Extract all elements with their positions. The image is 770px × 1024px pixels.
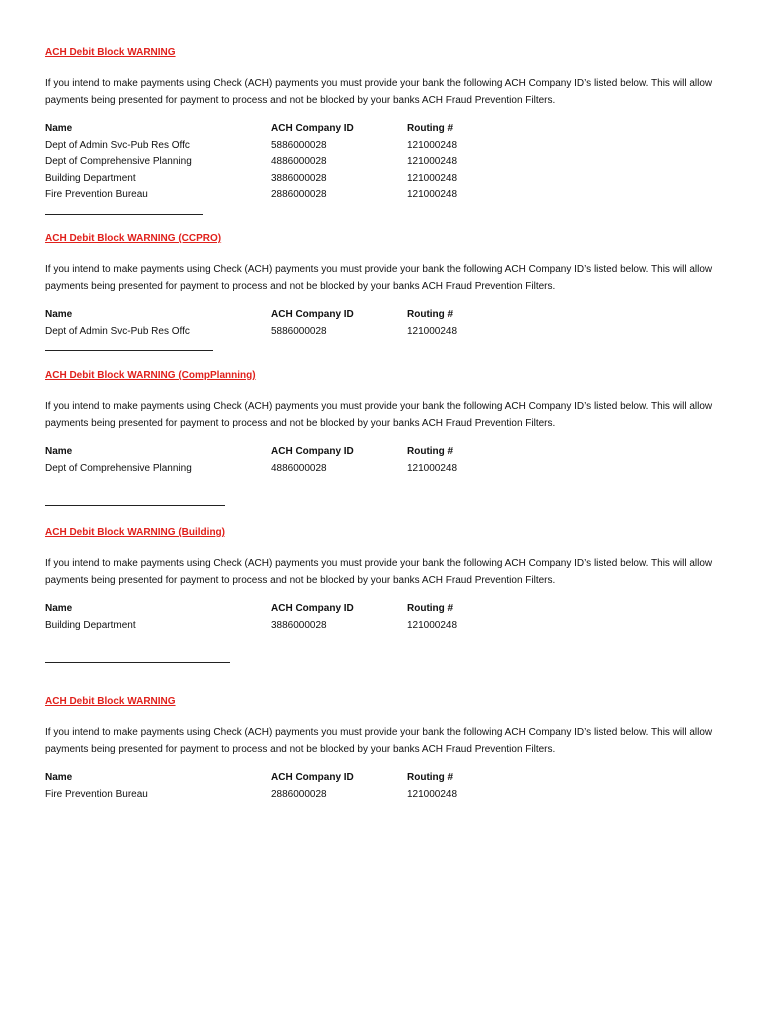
ach-id-column-header: ACH Company ID [271,123,354,134]
routing-column-header: Routing # [407,123,454,134]
ach-table [45,444,725,477]
section-general [45,47,725,204]
department-name: Fire Prevention Bureau [45,788,148,800]
section-divider [45,214,203,215]
routing-number: 121000248 [407,325,458,337]
routing-number: 121000248 [407,788,458,800]
routing-column-header: Routing # [407,603,454,614]
routing-number: 121000248 [407,619,458,631]
ach-company-id: 3886000028 [271,619,327,631]
ach-table [45,601,725,634]
table-row [45,138,725,155]
section-heading: ACH Debit Block WARNING [45,696,176,707]
section-heading: ACH Debit Block WARNING [45,47,176,58]
table-row [45,324,725,341]
routing-column-header: Routing # [407,309,454,320]
name-column-header: Name [45,603,73,614]
table-row [45,618,725,635]
ach-company-id: 5886000028 [271,139,327,151]
ach-company-id: 2886000028 [271,189,327,200]
name-column-header: Name [45,123,73,134]
table-row [45,171,725,188]
department-name: Building Department [45,172,136,184]
warning-paragraph: If you intend to make payments using Check (ACH) payments you must provide your bank the following ACH Company ID’s listed below. This will allow payments being presented for payment to process and not be blocked by your banks ACH Fraud Prevention Filters. [45,401,713,429]
section-divider [45,505,225,506]
ach-table [45,121,725,204]
section-heading: ACH Debit Block WARNING (Building) [45,527,225,538]
routing-column-header: Routing # [407,446,454,457]
routing-column-header: Routing # [407,772,454,783]
ach-table [45,770,725,803]
department-name: Building Department [45,619,136,631]
department-name: Fire Prevention Bureau [45,189,148,200]
ach-id-column-header: ACH Company ID [271,309,354,320]
table-row [45,154,725,171]
warning-paragraph: If you intend to make payments using Check (ACH) payments you must provide your bank the following ACH Company ID’s listed below. This will allow payments being presented for payment to process and not be blocked by your banks ACH Fraud Prevention Filters. [45,558,713,586]
ach-company-id: 4886000028 [271,462,327,474]
routing-number: 121000248 [407,156,458,167]
department-name: Dept of Admin Svc-Pub Res Offc [45,139,190,151]
table-row [45,461,725,478]
ach-company-id: 3886000028 [271,172,327,184]
section-fire-prevention [45,696,725,803]
ach-company-id: 5886000028 [271,325,327,337]
routing-number: 121000248 [407,189,458,200]
routing-number: 121000248 [407,462,458,474]
ach-id-column-header: ACH Company ID [271,772,354,783]
table-header-row [45,601,725,618]
name-column-header: Name [45,446,73,457]
table-header-row [45,770,725,787]
table-header-row [45,444,725,461]
ach-id-column-header: ACH Company ID [271,446,354,457]
table-header-row [45,307,725,324]
section-building [45,527,725,634]
section-heading: ACH Debit Block WARNING (CCPRO) [45,233,222,244]
department-name: Dept of Admin Svc-Pub Res Offc [45,325,190,337]
table-header-row [45,121,725,138]
warning-paragraph: If you intend to make payments using Check (ACH) payments you must provide your bank the following ACH Company ID’s listed below. This will allow payments being presented for payment to process and not be blocked by your banks ACH Fraud Prevention Filters. [45,727,713,755]
section-compplanning [45,370,725,477]
ach-table [45,307,725,340]
ach-company-id: 2886000028 [271,788,327,800]
ach-id-column-header: ACH Company ID [271,603,354,614]
name-column-header: Name [45,772,73,783]
ach-company-id: 4886000028 [271,156,327,167]
table-row [45,787,725,804]
section-divider [45,350,213,351]
warning-paragraph: If you intend to make payments using Check (ACH) payments you must provide your bank the following ACH Company ID’s listed below. This will allow payments being presented for payment to process and not be blocked by your banks ACH Fraud Prevention Filters. [45,264,713,292]
table-row [45,187,725,204]
department-name: Dept of Comprehensive Planning [45,156,192,167]
section-ccpro [45,233,725,340]
section-divider [45,662,230,663]
section-heading: ACH Debit Block WARNING (CompPlanning) [45,370,256,381]
warning-paragraph: If you intend to make payments using Check (ACH) payments you must provide your bank the following ACH Company ID’s listed below. This will allow payments being presented for payment to process and not be blocked by your banks ACH Fraud Prevention Filters. [45,78,713,106]
name-column-header: Name [45,309,73,320]
department-name: Dept of Comprehensive Planning [45,462,192,474]
routing-number: 121000248 [407,139,458,151]
routing-number: 121000248 [407,172,458,184]
